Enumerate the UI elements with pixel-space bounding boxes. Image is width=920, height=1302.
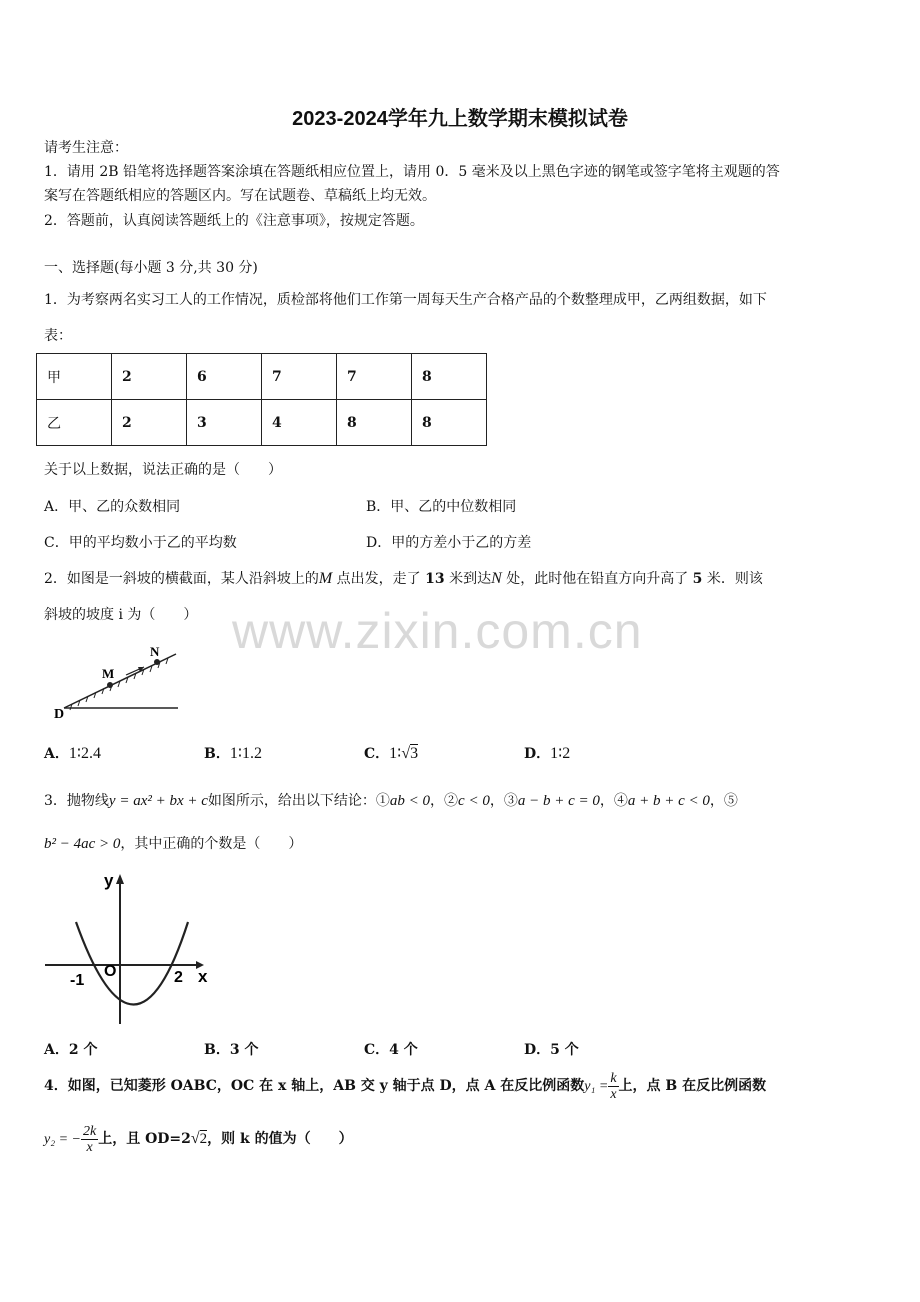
q3-option-b: B．3 个 <box>204 1042 259 1058</box>
y-axis-arrow <box>116 874 124 884</box>
page-title: 2023-2024学年九上数学期末模拟试卷 <box>292 108 628 130</box>
q2-stem-line1 <box>44 569 763 589</box>
q2-point-n: N <box>491 570 502 587</box>
point-m <box>107 682 113 688</box>
option-label: C． <box>364 746 390 762</box>
q1-option-d: D．甲的方差小于乙的方差 <box>366 535 532 551</box>
q3-stem-line2 <box>44 834 302 854</box>
q2-stem-b: 点出发，走了 <box>332 571 426 587</box>
label-two: 2 <box>174 969 183 986</box>
q1-data-table <box>36 353 487 446</box>
q2-stem-c: 米到达 <box>444 571 492 587</box>
section-heading: 一、选择题(每小题 3 分,共 30 分) <box>44 260 258 276</box>
slope-hatching <box>70 658 168 710</box>
table-cell: 8 <box>412 354 487 400</box>
slope-figure <box>44 640 194 725</box>
radicand: 3 <box>410 745 419 762</box>
label-d: D <box>54 707 65 722</box>
q3-sep: ，④ <box>599 793 628 809</box>
q3-sep: ，③ <box>489 793 518 809</box>
q2-distance: 13 <box>425 571 445 587</box>
option-value: 1∶ <box>389 745 402 762</box>
q4-stem-line1 <box>44 1070 766 1103</box>
q3-option-a: A．2 个 <box>44 1042 98 1058</box>
label-x: x <box>198 967 208 986</box>
q1-option-c: C．甲的平均数小于乙的平均数 <box>44 535 237 551</box>
q2-stem-d: 处，此时他在铅直方向升高了 <box>501 571 693 587</box>
sqrt-symbol: √ <box>190 1130 200 1147</box>
q2-option-a <box>44 744 101 764</box>
label-m: M <box>102 666 115 681</box>
q2-stem-line2: 斜坡的坡度 i 为（ ） <box>44 607 198 623</box>
option-value: 1∶2.4 <box>68 745 102 762</box>
q4-stem-line2 <box>44 1123 353 1156</box>
table-cell: 4 <box>262 400 337 446</box>
q4-stem-a: 4．如图，已知菱形 OABC，OC 在 x 轴上，AB 交 y 轴于点 D，点 A 在反比例函数 <box>44 1078 585 1094</box>
point-n <box>154 659 160 665</box>
table-cell: 7 <box>262 354 337 400</box>
table-cell: 8 <box>412 400 487 446</box>
option-label: B． <box>204 746 230 762</box>
q4-stem-c: 上，且 OD=2 <box>98 1131 191 1147</box>
q3-sep: ，⑤ <box>709 793 738 809</box>
q3-stem-a: 3．抛物线 <box>44 793 109 809</box>
notice-item1-line1: 1．请用 2B 铅笔将选择题答案涂填在答题纸相应位置上，请用 0．5 毫米及以上黑色字迹的钢笔或签字笔将主观题的答 <box>44 164 780 180</box>
conclusion-4: a + b + c < 0 <box>627 793 710 809</box>
parabola-figure <box>40 862 220 1027</box>
q4-fraction-2 <box>81 1124 98 1155</box>
option-value: 1∶1.2 <box>229 745 263 762</box>
q2-height: 5 <box>692 571 703 587</box>
q1-stem-line2: 表： <box>44 328 72 344</box>
q4-stem-b: 上，点 B 在反比例函数 <box>618 1078 767 1094</box>
q1-option-b: B．甲、乙的中位数相同 <box>366 499 517 515</box>
option-label: D． <box>524 746 551 762</box>
label-origin: O <box>104 963 117 980</box>
table-row <box>37 400 487 446</box>
conclusion-3: a − b + c = 0 <box>517 793 600 809</box>
q3-option-c: C．4 个 <box>364 1042 418 1058</box>
conclusion-2: c < 0 <box>458 793 490 809</box>
q2-option-d <box>524 744 570 764</box>
q2-stem-a: 2．如图是一斜坡的横截面，某人沿斜坡上的 <box>44 571 319 587</box>
conclusion-1: ab < 0 <box>389 793 431 809</box>
numerator: k <box>610 1070 617 1086</box>
numerator: 2k <box>82 1123 97 1139</box>
table-cell: 2 <box>112 354 187 400</box>
option-value: 1∶2 <box>550 745 571 762</box>
table-row <box>37 354 487 400</box>
table-cell: 7 <box>337 354 412 400</box>
option-label: A． <box>44 746 69 762</box>
q2-point-m: M <box>318 570 333 587</box>
notice-item2: 2．答题前，认真阅读答题纸上的《注意事项》，按规定答题。 <box>44 213 424 229</box>
table-cell: 3 <box>187 400 262 446</box>
label-n: N <box>150 644 160 659</box>
sqrt-symbol: √ <box>401 745 411 762</box>
q1-option-a: A．甲、乙的众数相同 <box>44 499 181 515</box>
denominator: x <box>610 1086 617 1102</box>
q2-stem-e: 米．则该 <box>702 571 763 587</box>
q4-fraction-1 <box>608 1071 618 1102</box>
q3-stem-line1 <box>44 791 738 811</box>
q3-sep: ，② <box>430 793 459 809</box>
label-neg1: -1 <box>70 972 85 989</box>
q1-stem-line1: 1．为考察两名实习工人的工作情况，质检部将他们工作第一周每天生产合格产品的个数整理成甲，乙两组数据，如下 <box>44 292 767 308</box>
label-y: y <box>104 871 114 890</box>
notice-heading: 请考生注意： <box>44 140 128 156</box>
q3-stem-c: ，其中正确的个数是（ ） <box>120 836 303 852</box>
q4-y1: y₁ = <box>584 1079 609 1094</box>
notice-item1-line2: 案写在答题纸相应的答题区内。写在试题卷、草稿纸上均无效。 <box>44 188 436 204</box>
q3-stem-b: 如图所示，给出以下结论：① <box>207 793 390 809</box>
parabola-curve <box>76 922 188 1005</box>
q4-y2: y₂ = − <box>44 1132 81 1147</box>
table-cell: 6 <box>187 354 262 400</box>
conclusion-5: b² − 4ac > 0 <box>44 836 121 852</box>
row-label: 乙 <box>37 400 112 446</box>
table-cell: 8 <box>337 400 412 446</box>
table-cell: 2 <box>112 400 187 446</box>
q3-option-d: D．5 个 <box>524 1042 579 1058</box>
row-label: 甲 <box>37 354 112 400</box>
q3-equation: y = ax² + bx + c <box>108 793 208 809</box>
q1-question: 关于以上数据，说法正确的是（ ） <box>44 462 282 478</box>
radicand: 2 <box>199 1131 208 1147</box>
watermark: www.zixin.com.cn <box>232 603 643 659</box>
denominator: x <box>86 1139 93 1155</box>
q2-option-c <box>364 744 418 764</box>
q2-option-b <box>204 744 262 764</box>
q4-stem-d: ，则 k 的值为（ ） <box>207 1131 353 1147</box>
